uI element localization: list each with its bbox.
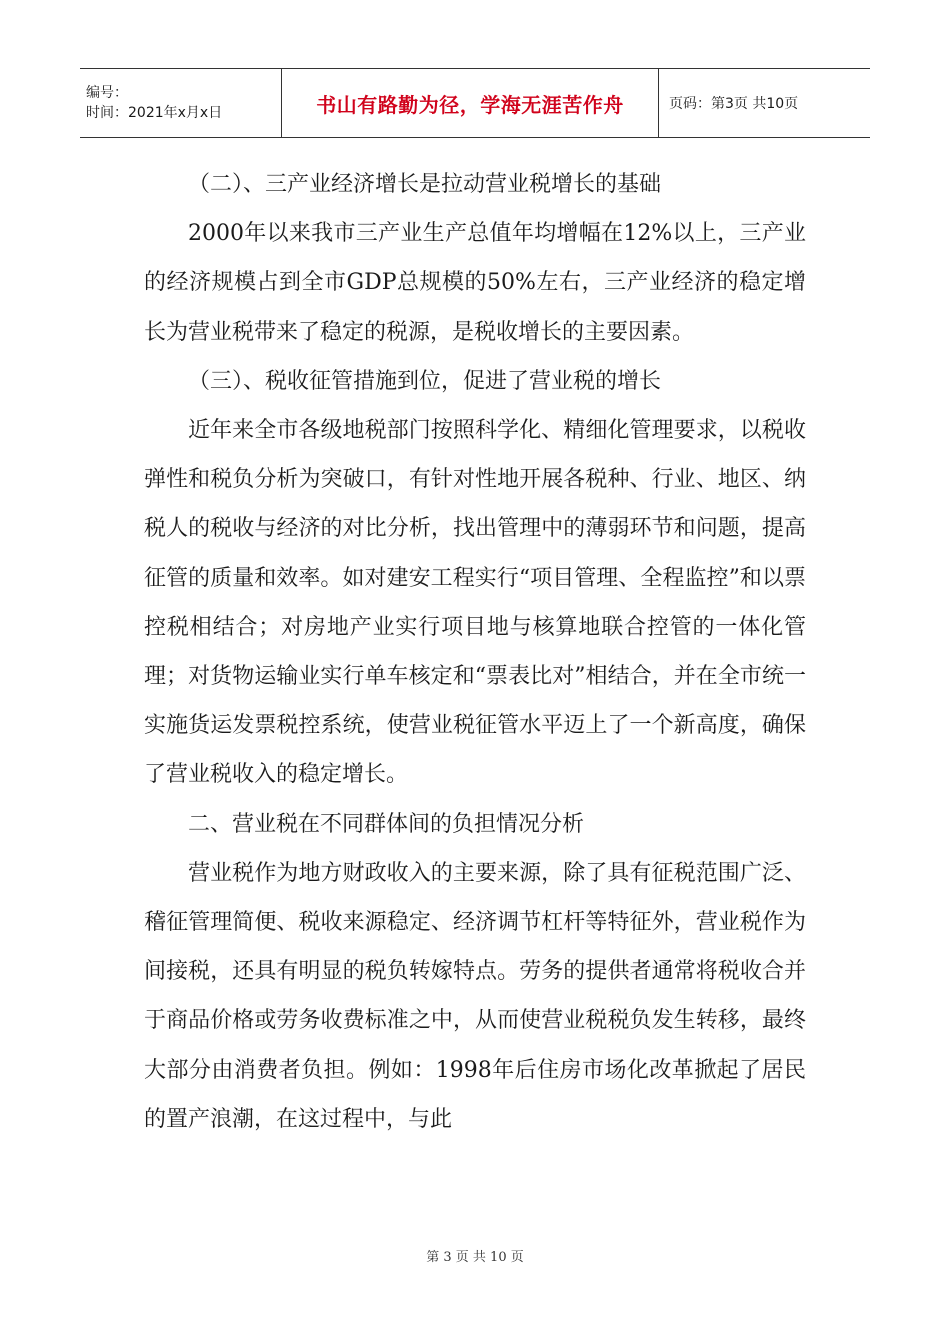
header-page-info: 页码：第3页 共10页 [669, 96, 799, 112]
section-heading-2: 二、营业税在不同群体间的负担情况分析 [188, 811, 585, 837]
page-header [80, 68, 870, 138]
page-footer: 第 3 页 共 10 页 [426, 1250, 524, 1265]
header-meta [80, 69, 282, 137]
paragraph-1: 2000年以来我市三产业生产总值年均增幅在12%以上，三产业的经济规模占到全市GDP总规模的50%左右，三产业经济的稳定增长为营业税带来了稳定的税源，是税收增长的主要因素。 [144, 221, 806, 345]
subheading-3: （三）、税收征管措施到位，促进了营业税的增长 [188, 368, 662, 394]
time-label: 时间：2021年x月x日 [86, 105, 223, 121]
header-motto: 书山有路勤为径，学海无涯苦作舟 [282, 69, 659, 137]
paragraph-3: 营业税作为地方财政收入的主要来源，除了具有征税范围广泛、稽征管理简便、税收来源稳定、经济调节杠杆等特征外，营业税作为间接税，还具有明显的税负转嫁特点。劳务的提供者通常将税收合并于商品价格或劳务收费标准之中，从而使营业税税负发生转移，最终大部分由消费者负担。例如：1998年后住房市场化改革掀起了居民的置产浪潮，在这过程中，与此 [144, 860, 806, 1132]
number-label: 编号： [86, 85, 128, 101]
paragraph-2: 近年来全市各级地税部门按照科学化、精细化管理要求，以税收弹性和税负分析为突破口，有针对性地开展各税种、行业、地区、纳税人的税收与经济的对比分析，找出管理中的薄弱环节和问题，提高征管的质量和效率。如对建安工程实行“项目管理、全程监控”和以票控税相结合；对房地产业实行项目地与核算地联合控管的一体化管理；对货物运输业实行单车核定和“票表比对”相结合，并在全市统一实施货运发票税控系统，使营业税征管水平迈上了一个新高度，确保了营业税收入的稳定增长。 [144, 418, 806, 788]
document-body [144, 160, 806, 1144]
subheading-2: （二）、三产业经济增长是拉动营业税增长的基础 [188, 172, 662, 197]
